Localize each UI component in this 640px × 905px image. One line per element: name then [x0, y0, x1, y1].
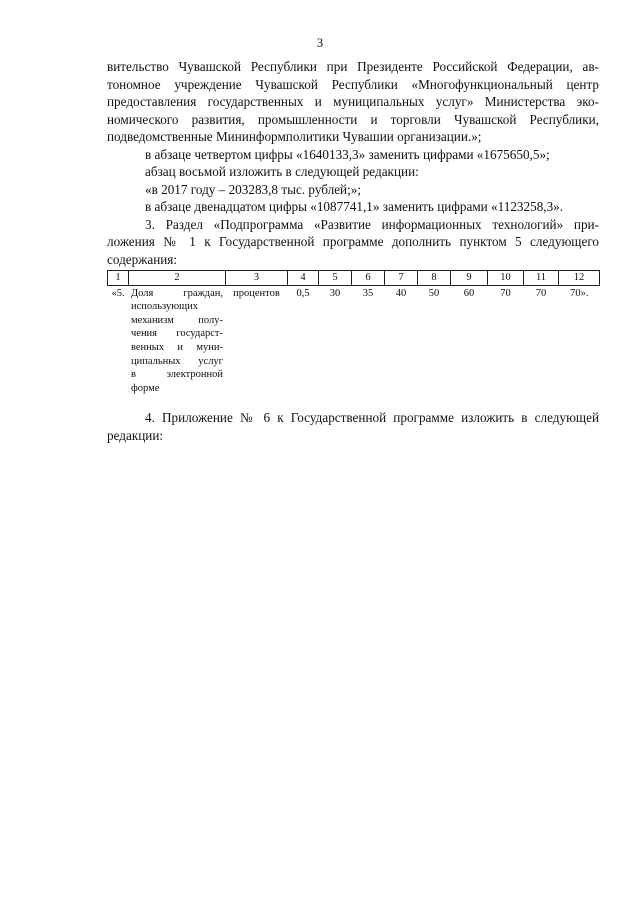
section-4-line: редакции: [107, 427, 164, 443]
table-header-cell: 10 [488, 271, 524, 286]
intro-paragraph [107, 58, 599, 268]
row-number-cell: «5. [111, 287, 125, 299]
table-header-cell: 2 [129, 271, 226, 286]
amendment-line: «в 2017 году – 203283,8 тыс. рублей;»; [145, 181, 362, 197]
value-cell: 50 [428, 287, 440, 299]
table-header-cell: 7 [385, 271, 418, 286]
value-cell: 70 [500, 287, 511, 299]
section-3-line: ложения № 1 к Государственной программе дополнить пунктом 5 следующего [107, 234, 599, 249]
amendment-line: абзац восьмой изложить в следующей редакции: [145, 164, 419, 179]
table-row [108, 285, 600, 395]
value-cell: 30 [329, 287, 341, 299]
indicator-table [107, 270, 600, 395]
page-number: 3 [316, 36, 324, 50]
table-header-row [108, 271, 600, 286]
value-cell: 0,5 [296, 287, 310, 299]
indicator-name-line: Доля граждан, [131, 287, 223, 299]
table-header-cell: 1 [108, 271, 129, 286]
text-line: подведомственные Мининформполитики Чувашии организации.»; [107, 129, 482, 144]
value-cell: 60 [463, 287, 475, 299]
amendment-line: в абзаце двенадцатом цифры «1087741,1» заменить цифрами «1123258,3». [145, 199, 564, 214]
table-header-cell: 9 [451, 271, 488, 286]
indicator-name-line: в электронной [131, 369, 223, 381]
table-header-cell: 3 [226, 271, 288, 286]
table-header-cell: 8 [418, 271, 451, 286]
indicator-name-line: форме [131, 382, 160, 394]
table-header-cell: 12 [559, 271, 600, 286]
section-4-line: 4. Приложение № 6 к Государственной программе изложить в следующей [145, 410, 599, 425]
section-3-line: содержания: [107, 251, 178, 267]
indicator-name-cell [129, 285, 226, 395]
text-line: номического развития, промышленности и торговли Чувашской Республики, [107, 111, 599, 127]
text-line: вительство Чувашской Республики при Президенте Российской Федерации, ав- [107, 59, 599, 74]
text-line: тономное учреждение Чувашской Республики «Многофункциональный центр [107, 76, 599, 92]
indicator-name-line: ципальных услуг [131, 355, 223, 367]
table-header-cell: 11 [524, 271, 559, 286]
table-header-cell: 6 [352, 271, 385, 286]
text-line: предоставления государственных и муниципальных услуг» Министерства эко- [107, 94, 599, 109]
unit-cell: процентов [233, 287, 280, 299]
indicator-name-line: чения государст- [131, 328, 223, 340]
table-header-cell: 4 [288, 271, 319, 286]
section-3-line: 3. Раздел «Подпрограмма «Развитие информационных технологий» при- [145, 216, 599, 232]
indicator-name-line: венных и муни- [131, 341, 223, 353]
table-header-cell: 5 [319, 271, 352, 286]
value-cell: 40 [395, 287, 407, 299]
value-cell: 70». [570, 287, 589, 299]
value-cell: 70 [535, 287, 547, 299]
value-cell: 35 [362, 287, 374, 299]
section-4-paragraph [107, 409, 599, 444]
indicator-name-line: механизм полу- [131, 314, 223, 326]
indicator-name-line: использующих [131, 301, 199, 313]
amendment-line: в абзаце четвертом цифры «1640133,3» заменить цифрами «1675650,5»; [145, 146, 550, 162]
